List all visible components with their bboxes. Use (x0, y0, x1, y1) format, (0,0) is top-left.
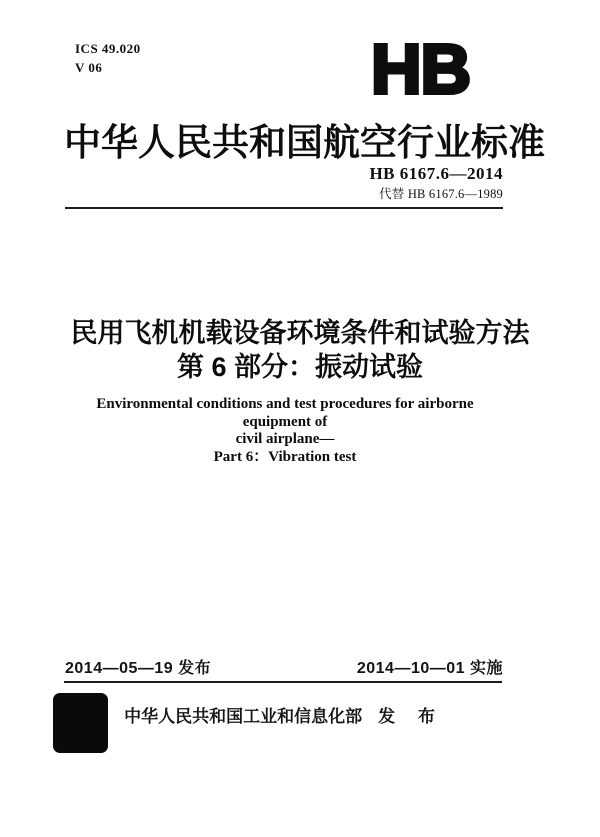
title-chinese-line2: 第 6 部分：振动试验 (176, 352, 424, 382)
title-chinese (0, 316, 600, 384)
issue-date: 2014—05—19 发布 (65, 660, 212, 677)
dates-row (65, 655, 503, 678)
title-english-line1: Environmental conditions and test procedures for airborne equipment of (96, 396, 474, 430)
replaced-standard: 代替 HB 6167.6—1989 (379, 187, 503, 201)
publish-label: 发 布 (378, 707, 444, 726)
publisher-row (65, 702, 503, 727)
doc-class-code: V 06 (75, 60, 103, 75)
ics-classification-block (75, 39, 141, 77)
ics-code: ICS 49.020 (75, 41, 141, 56)
standard-number: HB 6167.6—2014 (369, 164, 503, 183)
implement-date: 2014—10—01 实施 (356, 660, 503, 677)
header-divider-line (65, 207, 503, 209)
title-english-line2: civil airplane— (235, 431, 335, 447)
title-chinese-line1: 民用飞机机载设备环境条件和试验方法 (70, 318, 530, 348)
title-english (65, 396, 505, 466)
hb-logo: HB (371, 30, 471, 108)
footer-divider-line (64, 681, 502, 683)
standard-number-block (369, 165, 503, 201)
standard-type-title: 中华人民共和国航空行业标准 (64, 122, 545, 163)
publisher-name: 中华人民共和国工业和信息化部 (124, 707, 363, 726)
title-english-line3: Part 6：Vibration test (213, 448, 357, 465)
